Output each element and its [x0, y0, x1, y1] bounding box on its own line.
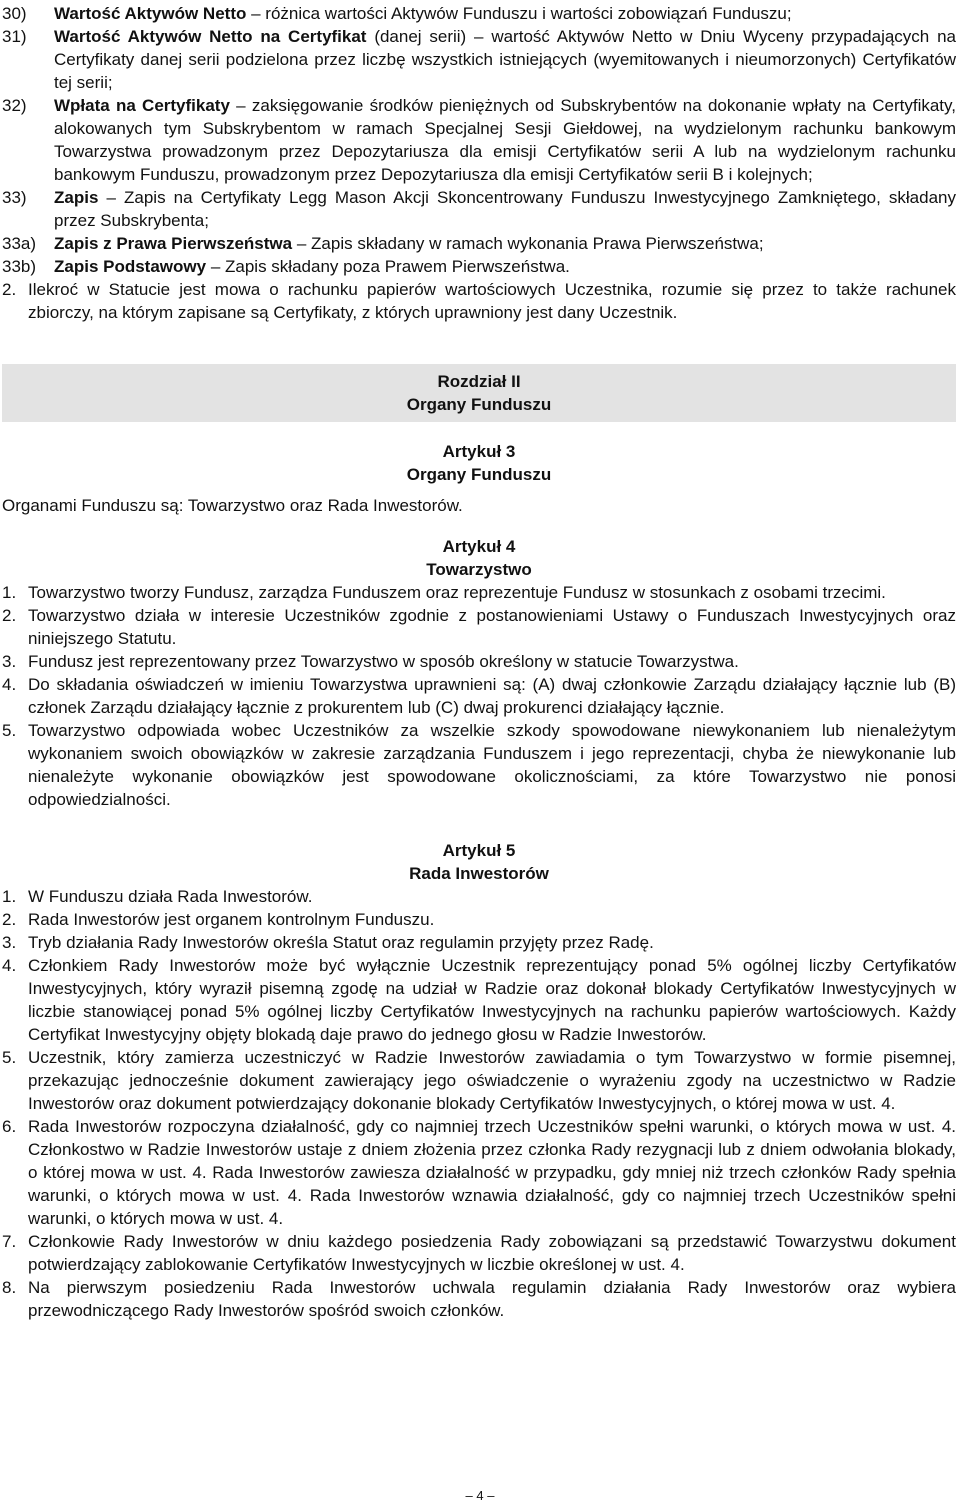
- definition-term: Wpłata na Certyfikaty: [54, 96, 230, 115]
- definition-item: [2, 232, 956, 255]
- item-number: 33): [2, 188, 27, 207]
- item-number: 5.: [2, 1048, 17, 1067]
- article-5-list: [2, 885, 956, 1322]
- definition-text: – różnica wartości Aktywów Funduszu i wartości zobowiązań Funduszu;: [251, 4, 792, 23]
- definition-text: – Zapis na Certyfikaty Legg Mason Akcji Skoncentrowany Funduszu Inwestycyjnego Zamkniętego, składany przez Subskrybenta;: [54, 188, 956, 230]
- list-item: [2, 1115, 956, 1230]
- list-item: [2, 650, 956, 673]
- definition-term: Zapis: [54, 188, 99, 207]
- list-item: [2, 719, 956, 811]
- article-4-title: Artykuł 4: [442, 537, 516, 556]
- item-number: 1.: [2, 583, 17, 602]
- article-5-title: Artykuł 5: [442, 841, 516, 860]
- list-item: [2, 1276, 956, 1322]
- item-number: 33b): [2, 257, 37, 276]
- item-text: Towarzystwo tworzy Fundusz, zarządza Funduszem oraz reprezentuje Fundusz w stosunkach z osobami trzecimi.: [28, 583, 886, 602]
- definition-text: – zaksięgowanie środków pieniężnych od Subskrybentów na dokonanie wpłaty na Certyfikaty, alokowanych tym Subskrybentom w ramach Specjalnej Sesji Giełdowej, na wydzielonym rachunku bankowym Towarzystwa prowadzonym przez Depozytariusza dla emisji Certyfikatów serii A lub na wydzielonym rachunku bankowym Funduszu, prowadzonym przez Depozytariusza dla emisji Certyfikatów serii B i kolejnych;: [54, 96, 956, 184]
- definition-term: Wartość Aktywów Netto: [54, 4, 247, 23]
- definition-item: [2, 94, 956, 186]
- item-number: 2.: [2, 910, 17, 929]
- article-4-list: [2, 581, 956, 811]
- item-number: 31): [2, 27, 27, 46]
- item-number: 5.: [2, 721, 17, 740]
- paragraph-text: Ilekroć w Statucie jest mowa o rachunku papierów wartościowych Uczestnika, rozumie się przez to także rachunek zbiorczy, na którym zapisane są Certyfikaty, z których uprawniony jest dany Uczestnik.: [28, 280, 956, 322]
- article-3-subtitle: Organy Funduszu: [406, 465, 552, 484]
- list-item: [2, 673, 956, 719]
- item-number: 3.: [2, 652, 17, 671]
- item-text: W Funduszu działa Rada Inwestorów.: [28, 887, 313, 906]
- item-number: 2.: [2, 280, 17, 299]
- list-item: [2, 1046, 956, 1115]
- item-number: 4.: [2, 956, 17, 975]
- item-text: Do składania oświadczeń w imieniu Towarzystwa uprawnieni są: (A) dwaj członkowie Zarządu działający łącznie lub (B) członek Zarządu działający łącznie z prokurentem lub (C) dwaj prokurenci działający łącznie.: [28, 675, 956, 717]
- chapter-title: Organy Funduszu: [406, 395, 552, 414]
- definition-term: Zapis Podstawowy: [54, 257, 207, 276]
- article-5-subtitle: Rada Inwestorów: [409, 864, 549, 883]
- definition-text: (danej serii) – wartość Aktywów Netto w Dniu Wyceny przypadających na Certyfikaty danej serii podzielona przez liczbę wszystkich istniejących (wyemitowanych i nieumorzonych) Certyfikatów tej serii;: [54, 27, 956, 92]
- paragraph-2: [2, 278, 956, 324]
- item-number: 8.: [2, 1278, 17, 1297]
- item-text: Towarzystwo odpowiada wobec Uczestników za wszelkie szkody spowodowane niewykonaniem lub nienależytym wykonaniem swoich obowiązków w zakresie zarządzania Funduszem i jego reprezentacji, chyba że niewykonanie lub nienależyte wykonanie obowiązków jest spowodowane okolicznościami, za które Towarzystwo nie ponosi odpowiedzialności.: [28, 721, 956, 809]
- definition-text: – Zapis składany w ramach wykonania Prawa Pierwszeństwa;: [296, 234, 764, 253]
- item-number: 4.: [2, 675, 17, 694]
- article-3-title: Artykuł 3: [442, 442, 516, 461]
- chapter-number: Rozdział II: [437, 372, 521, 391]
- item-text: Tryb działania Rady Inwestorów określa Statut oraz regulamin przyjęty przez Radę.: [28, 933, 654, 952]
- item-number: 32): [2, 96, 27, 115]
- definition-item: [2, 2, 956, 25]
- item-text: Na pierwszym posiedzeniu Rada Inwestorów uchwala regulamin działania Rady Inwestorów oraz wybiera przewodniczącego Rady Inwestorów spośród swoich członków.: [28, 1278, 956, 1320]
- item-number: 1.: [2, 887, 17, 906]
- item-text: Członkiem Rady Inwestorów może być wyłącznie Uczestnik reprezentujący ponad 5% ogólnej liczby Certyfikatów Inwestycyjnych, który wyraził pisemną zgodę na udział w Radzie oraz dokonał blokady Certyfikatów Inwestycyjnych w liczbie stanowiącej ponad 5% ogólnej liczby Certyfikatów Inwestycyjnych na rachunku papierów wartościowych. Każdy Certyfikat Inwestycyjny objęty blokadą daje prawo do jednego głosu w Radzie Inwestorów.: [28, 956, 956, 1044]
- definitions-list: [2, 2, 956, 278]
- item-text: Rada Inwestorów jest organem kontrolnym Funduszu.: [28, 910, 435, 929]
- article-3-text: Organami Funduszu są: Towarzystwo oraz Rada Inwestorów.: [2, 496, 463, 515]
- item-text: Rada Inwestorów rozpoczyna działalność, gdy co najmniej trzech Uczestników spełni warunki, o których mowa w ust. 4. Członkostwo w Radzie Inwestorów ustaje z dniem złożenia przez członka Rady rezygnacji lub z dniem odwołania blokady, o której mowa w ust. 4. Rada Inwestorów zawiesza działalność w przypadku, gdy mniej niż trzech członków Rady spełnia warunki, o których mowa w ust. 4. Rada Inwestorów wznawia działalność, gdy co najmniej trzech Uczestników spełni warunki, o których mowa w ust. 4.: [28, 1117, 956, 1228]
- list-item: [2, 954, 956, 1046]
- list-item: [2, 885, 956, 908]
- item-text: Towarzystwo działa w interesie Uczestników zgodnie z postanowieniami Ustawy o Funduszach Inwestycyjnych oraz niniejszego Statutu.: [28, 606, 956, 648]
- list-item: [2, 931, 956, 954]
- item-text: Fundusz jest reprezentowany przez Towarzystwo w sposób określony w statucie Towarzystwa.: [28, 652, 739, 671]
- list-item: [2, 604, 956, 650]
- item-number: 2.: [2, 606, 17, 625]
- list-item: [2, 908, 956, 931]
- item-text: Członkowie Rady Inwestorów w dniu każdego posiedzenia Rady zobowiązani są przedstawić Towarzystwu dokument potwierdzający zablokowanie Certyfikatów Inwestycyjnych w liczbie określonej w ust. 4.: [28, 1232, 956, 1274]
- item-number: 6.: [2, 1117, 17, 1136]
- item-number: 30): [2, 4, 27, 23]
- chapter-heading: [2, 364, 956, 422]
- article-4-subtitle: Towarzystwo: [426, 560, 532, 579]
- item-number: 3.: [2, 933, 17, 952]
- definition-text: – Zapis składany poza Prawem Pierwszeństwa.: [210, 257, 570, 276]
- page-number: – 4 –: [465, 1488, 495, 1503]
- item-text: Uczestnik, który zamierza uczestniczyć w Radzie Inwestorów zawiadamia o tym Towarzystwo w formie pisemnej, przekazując jednocześnie dokument zawierający jego oświadczenie o wyrażeniu zgody na uczestnictwo w Radzie Inwestorów oraz dokument potwierdzający dokonanie blokady Certyfikatów Inwestycyjnych, o której mowa w ust. 4.: [28, 1048, 956, 1113]
- item-number: 7.: [2, 1232, 17, 1251]
- definition-item: [2, 25, 956, 94]
- definition-item: [2, 186, 956, 232]
- list-item: [2, 581, 956, 604]
- definition-term: Wartość Aktywów Netto na Certyfikat: [54, 27, 367, 46]
- document-page: [0, 2, 960, 1507]
- definition-term: Zapis z Prawa Pierwszeństwa: [54, 234, 293, 253]
- definition-item: [2, 255, 956, 278]
- list-item: [2, 1230, 956, 1276]
- item-number: 33a): [2, 234, 37, 253]
